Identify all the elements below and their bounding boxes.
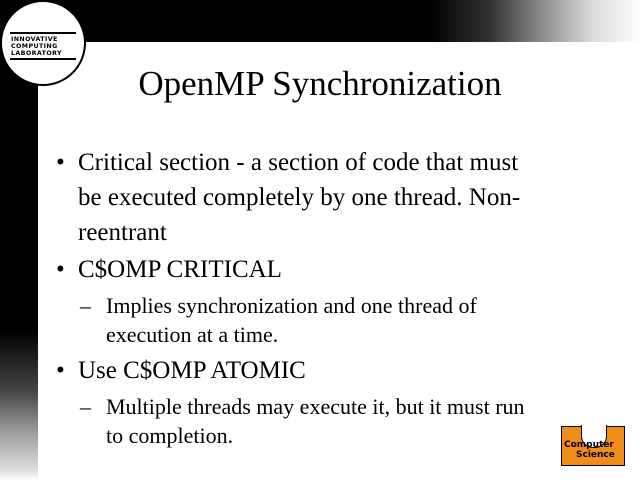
bullet-list bbox=[56, 145, 596, 450]
cs-logo-line: Science bbox=[576, 450, 615, 460]
bullet-icon: • bbox=[56, 149, 65, 176]
lab-logo-line: COMPUTING bbox=[11, 43, 58, 50]
sub-bullet-text-line: Multiple threads may execute it, but it must run bbox=[106, 394, 525, 419]
lab-logo-text bbox=[11, 36, 81, 57]
lab-logo-line: LABORATORY bbox=[11, 50, 62, 57]
logo-rule-top bbox=[10, 32, 76, 34]
bullet-text-line: Use C$OMP ATOMIC bbox=[78, 357, 306, 384]
bullet-icon: • bbox=[56, 357, 65, 384]
computer-science-logo bbox=[561, 426, 625, 466]
slide-title: OpenMP Synchronization bbox=[138, 64, 502, 103]
sub-bullet-text-line: execution at a time. bbox=[106, 322, 279, 347]
bullet-item bbox=[56, 353, 596, 388]
sub-bullet-text-line: Implies synchronization and one thread of bbox=[106, 293, 477, 318]
bullet-icon: • bbox=[56, 256, 65, 283]
lab-logo-line: INNOVATIVE bbox=[11, 36, 58, 43]
bullet-item bbox=[56, 145, 596, 250]
logo-rule-bottom bbox=[10, 58, 76, 60]
dash-icon: – bbox=[80, 394, 91, 419]
dash-icon: – bbox=[80, 293, 91, 318]
cs-logo-text bbox=[564, 440, 615, 460]
bullet-text-line: reentrant bbox=[78, 219, 167, 246]
bullet-text-line: be executed completely by one thread. Non- bbox=[78, 184, 521, 211]
sub-bullet-text-line: to completion. bbox=[106, 423, 234, 448]
bullet-text-line: C$OMP CRITICAL bbox=[78, 256, 282, 283]
sub-bullet-item bbox=[56, 291, 596, 349]
top-banner bbox=[0, 0, 640, 42]
bullet-text-line: Critical section - a section of code that must bbox=[78, 149, 519, 176]
bullet-item bbox=[56, 252, 596, 287]
cs-logo-line: Computer bbox=[564, 440, 614, 450]
sub-bullet-item bbox=[56, 392, 596, 450]
